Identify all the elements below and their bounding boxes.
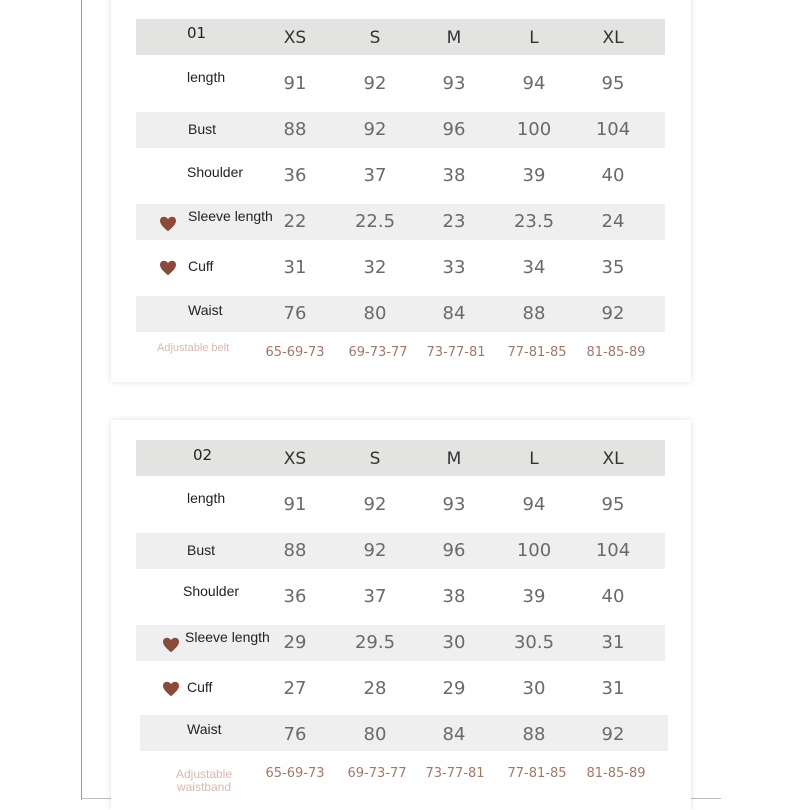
table-02-size-xl: XL [602, 449, 624, 469]
table-02-waist-s: 80 [363, 724, 387, 745]
table-01-row-label-waist: Waist [188, 302, 223, 318]
table-01-size-l: L [529, 28, 539, 48]
table-01-sleeve-xl: 24 [601, 211, 625, 232]
table-02-bust-xs: 88 [283, 540, 307, 561]
table-01-size-m: M [446, 28, 462, 48]
table-01-shoulder-s: 37 [363, 165, 387, 186]
table-01-bust-xs: 88 [283, 119, 307, 140]
table-02-row-label-length: length [187, 490, 226, 506]
table-02-cuff-s: 28 [363, 678, 387, 699]
table-01-shoulder-m: 38 [442, 165, 466, 186]
table-01-row-label-sleeve-length: Sleeve length [188, 208, 273, 224]
table-02-shoulder-m: 38 [442, 586, 466, 607]
table-02-shoulder-xl: 40 [601, 586, 625, 607]
table-01-size-xs: XS [283, 28, 307, 48]
table-01-waist-l: 88 [522, 303, 546, 324]
table-02-size-l: L [529, 449, 539, 469]
table-02-cuff-l: 30 [522, 678, 546, 699]
table-02-waist-xs: 76 [283, 724, 307, 745]
table-02-size-s: S [369, 449, 381, 469]
table-01-shoulder-xs: 36 [283, 165, 307, 186]
table-01-bust-l: 100 [516, 119, 552, 140]
table-02-length-m: 93 [442, 494, 466, 515]
size-table-card-02 [111, 420, 691, 810]
table-02-waist-m: 84 [442, 724, 466, 745]
table-02-cuff-m: 29 [442, 678, 466, 699]
table-01-sleeve-xs: 22 [283, 211, 307, 232]
table-02-sleeve-m: 30 [442, 632, 466, 653]
table-01-belt-xs: 65-69-73 [265, 345, 325, 360]
table-01-size-s: S [369, 28, 381, 48]
table-02-bust-m: 96 [442, 540, 466, 561]
table-02-belt-s: 69-73-77 [347, 766, 407, 781]
table-01-row-label-bust: Bust [188, 121, 217, 137]
table-02-length-xl: 95 [601, 494, 625, 515]
left-border-line [81, 0, 82, 800]
table-02-belt-m: 73-77-81 [425, 766, 485, 781]
heart-icon [159, 216, 177, 232]
table-01-waist-m: 84 [442, 303, 466, 324]
table-01-size-xl: XL [602, 28, 624, 48]
table-01-cuff-xl: 35 [601, 257, 625, 278]
table-02-sleeve-s: 29.5 [354, 632, 396, 653]
table-01-row-label-length: length [187, 69, 226, 85]
table-02-sleeve-l: 30.5 [513, 632, 555, 653]
table-02-bust-l: 100 [516, 540, 552, 561]
table-01-length-m: 93 [442, 73, 466, 94]
table-02-shoulder-xs: 36 [283, 586, 307, 607]
table-02-size-m: M [446, 449, 462, 469]
table-02-size-xs: XS [283, 449, 307, 469]
table-01-length-s: 92 [363, 73, 387, 94]
table-01-cuff-s: 32 [363, 257, 387, 278]
table-01-shoulder-xl: 40 [601, 165, 625, 186]
table-01-belt-m: 73-77-81 [426, 345, 486, 360]
table-02-bust-s: 92 [363, 540, 387, 561]
heart-icon [159, 260, 177, 276]
table-02-row-label-bust: Bust [187, 542, 216, 558]
table-01-cuff-l: 34 [522, 257, 546, 278]
table-01-waist-s: 80 [363, 303, 387, 324]
table-02-shoulder-s: 37 [363, 586, 387, 607]
table-02-belt-xl: 81-85-89 [586, 766, 646, 781]
table-01-waist-xs: 76 [283, 303, 307, 324]
table-01-waist-xl: 92 [601, 303, 625, 324]
table-01-length-xs: 91 [283, 73, 307, 94]
table-02-row-label-sleeve-length: Sleeve length [185, 629, 270, 645]
table-02-belt-label: Adjustable waistband [175, 767, 233, 794]
table-02-number: 02 [193, 446, 213, 464]
table-02-sleeve-xs: 29 [283, 632, 307, 653]
table-02-waist-l: 88 [522, 724, 546, 745]
heart-icon [162, 637, 180, 653]
table-01-length-l: 94 [522, 73, 546, 94]
table-02-waist-xl: 92 [601, 724, 625, 745]
table-01-belt-l: 77-81-85 [507, 345, 567, 360]
table-02-cuff-xl: 31 [601, 678, 625, 699]
table-02-length-l: 94 [522, 494, 546, 515]
table-01-row-label-cuff: Cuff [188, 258, 214, 274]
table-02-length-xs: 91 [283, 494, 307, 515]
table-02-row-label-cuff: Cuff [187, 679, 213, 695]
table-02-belt-xs: 65-69-73 [265, 766, 325, 781]
table-02-row-label-waist: Waist [187, 721, 222, 737]
table-01-belt-s: 69-73-77 [348, 345, 408, 360]
table-02-sleeve-xl: 31 [601, 632, 625, 653]
table-01-belt-label: Adjustable belt [157, 342, 230, 354]
table-01-shoulder-l: 39 [522, 165, 546, 186]
table-01-row-label-shoulder: Shoulder [187, 164, 244, 180]
table-01-sleeve-l: 23.5 [513, 211, 555, 232]
table-02-length-s: 92 [363, 494, 387, 515]
table-01-bust-s: 92 [363, 119, 387, 140]
heart-icon [162, 681, 180, 697]
table-01-sleeve-m: 23 [442, 211, 466, 232]
table-01-cuff-m: 33 [442, 257, 466, 278]
table-02-bust-xl: 104 [595, 540, 631, 561]
table-01-bust-xl: 104 [595, 119, 631, 140]
table-01-bust-m: 96 [442, 119, 466, 140]
table-01-belt-xl: 81-85-89 [586, 345, 646, 360]
table-02-cuff-xs: 27 [283, 678, 307, 699]
table-02-shoulder-l: 39 [522, 586, 546, 607]
table-01-sleeve-s: 22.5 [354, 211, 396, 232]
table-02-belt-l: 77-81-85 [507, 766, 567, 781]
table-02-row-label-shoulder: Shoulder [183, 583, 240, 599]
table-01-number: 01 [187, 24, 207, 42]
table-01-length-xl: 95 [601, 73, 625, 94]
table-01-cuff-xs: 31 [283, 257, 307, 278]
